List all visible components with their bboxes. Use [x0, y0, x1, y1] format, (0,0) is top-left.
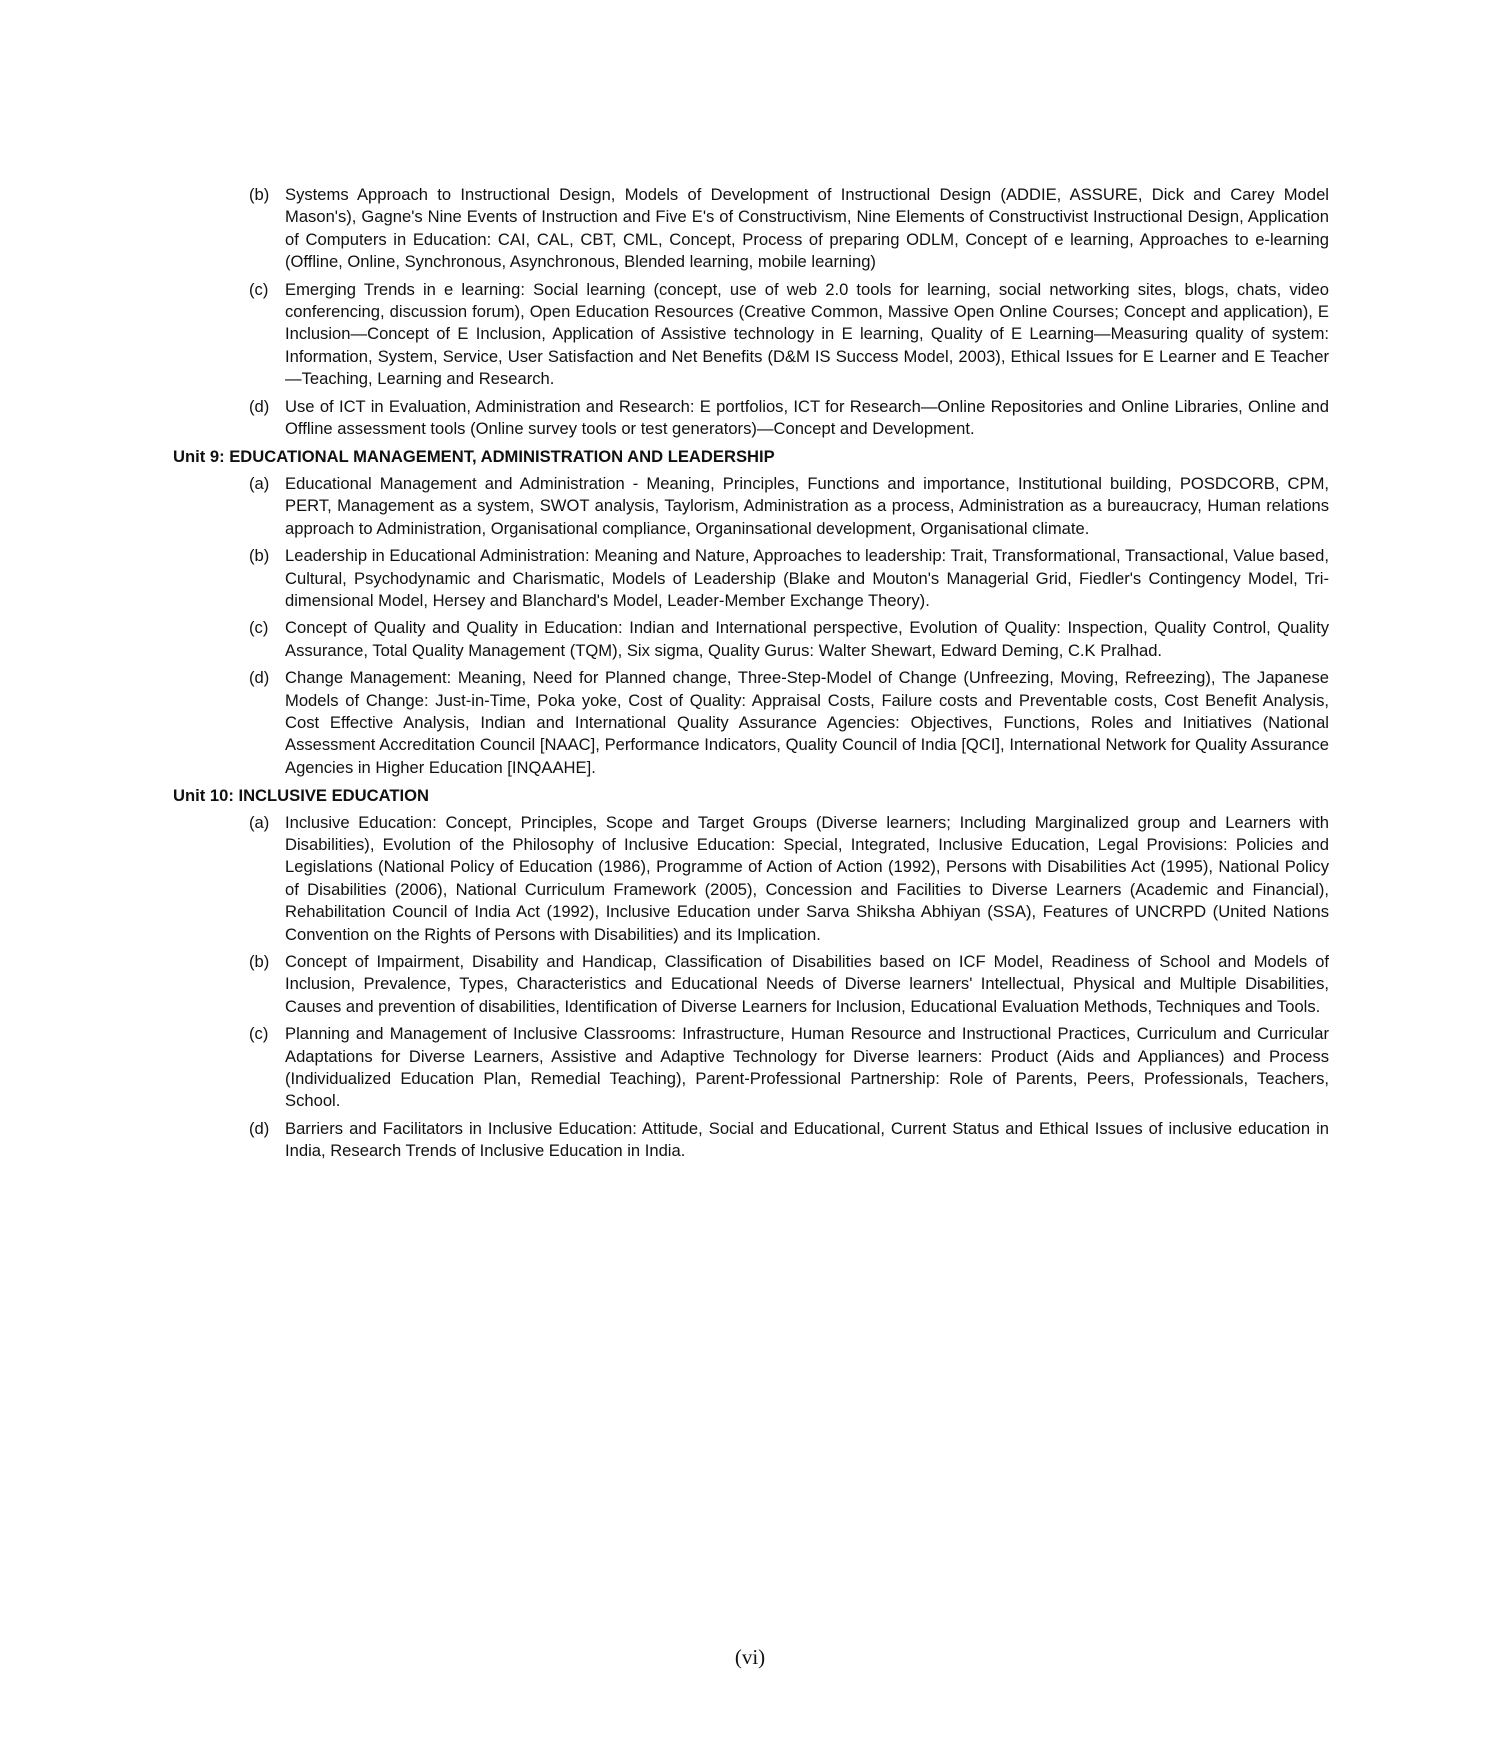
item-text: Leadership in Educational Administration: Meaning and Nature, Approaches to leadership: Trait, Transformational, Transactional, Value based, Cultural, Psychodynamic and Charismatic, Models of Leadership (Blake and Mouton's Managerial Grid, Fiedler's Contingency Model, Tri-dimensional Model, Hersey and Blanchard's Model, Leader-Member Exchange Theory).	[285, 546, 1329, 610]
item-label: (c)	[249, 618, 269, 638]
item-label: (b)	[249, 185, 270, 204]
item-text: Educational Management and Administration - Meaning, Principles, Functions and importance, Institutional building, POSDCORB, CPM, PERT, Management as a system, SWOT analysis, Taylorism, Administration as a process, Administration as a bureaucracy, Human relations approach to Administration, Organisational compliance, Organinsational development, Organisational climate.	[285, 473, 1329, 538]
item-label: (b)	[249, 952, 270, 971]
list-item	[249, 951, 1329, 1018]
item-label: (b)	[249, 546, 270, 566]
item-label: (c)	[249, 279, 269, 299]
unit-10-heading: Unit 10: INCLUSIVE EDUCATION	[173, 786, 429, 806]
list-item	[249, 473, 1329, 540]
item-label: (d)	[249, 668, 270, 688]
item-text: Change Management: Meaning, Need for Planned change, Three-Step-Model of Change (Unfreezing, Moving, Refreezing), The Japanese Models of Change: Just-in-Time, Poka yoke, Cost of Quality: Appraisal Costs, Failure costs and Preventable costs, Cost Benefit Analysis, Cost Effective Analysis, Indian and International Quality Assurance Agencies: Objectives, Functions, Roles and Initiatives (National Assessment Accreditation Council [NAAC], Performance Indicators, Quality Council of India [QCI], International Network for Quality Assurance Agencies in Higher Education [INQAAHE].	[285, 668, 1329, 777]
item-text: Concept of Quality and Quality in Education: Indian and International perspective, Evolution of Quality: Inspection, Quality Control, Quality Assurance, Total Quality Management (TQM), Six sigma, Quality Gurus: Walter Shewart, Edward Deming, C.K Pralhad.	[285, 618, 1329, 660]
unit-9-item-list	[249, 473, 1329, 779]
list-item	[249, 396, 1329, 441]
list-item	[249, 812, 1329, 946]
item-label: (a)	[249, 473, 270, 493]
continued-item-list	[249, 184, 1329, 440]
item-text: Use of ICT in Evaluation, Administration and Research: E portfolios, ICT for Research—Online Repositories and Online Libraries, Online and Offline assessment tools (Online survey tools or test generators)—Concept and Development.	[285, 396, 1329, 439]
list-item	[249, 667, 1329, 779]
list-item	[249, 1118, 1329, 1163]
unit-9-heading: Unit 9: EDUCATIONAL MANAGEMENT, ADMINISTRATION AND LEADERSHIP	[173, 447, 775, 467]
item-text: Inclusive Education: Concept, Principles, Scope and Target Groups (Diverse learners; Including Marginalized group and Learners with Disabilities), Evolution of the Philosophy of Inclusive Education: Special, Integrated, Inclusive Education, Legal Provisions: Policies and Legislations (National Policy of Education (1986), Programme of Action of Action (1992), Persons with Disabilities Act (1995), National Policy of Disabilities (2006), National Curriculum Framework (2005), Concession and Facilities to Diverse Learners (Academic and Financial), Rehabilitation Council of India Act (1992), Inclusive Education under Sarva Shiksha Abhiyan (SSA), Features of UNCRPD (United Nations Convention on the Rights of Persons with Disabilities) and its Implication.	[285, 812, 1329, 944]
page-number: (vi)	[734, 1645, 766, 1669]
item-text: Systems Approach to Instructional Design, Models of Development of Instructional Design (ADDIE, ASSURE, Dick and Carey Model Mason's), Gagne's Nine Events of Instruction and Five E's of Constructivism, Nine Elements of Constructivist Instructional Design, Application of Computers in Education: CAI, CAL, CBT, CML, Concept, Process of preparing ODLM, Concept of e learning, Approaches to e-learning (Offline, Online, Synchronous, Asynchronous, Blended learning, mobile learning)	[285, 185, 1329, 272]
list-item	[249, 545, 1329, 612]
page-content	[173, 184, 1329, 1168]
unit-10-item-list	[249, 812, 1329, 1163]
list-item	[249, 1023, 1329, 1113]
item-text: Emerging Trends in e learning: Social learning (concept, use of web 2.0 tools for learning, social networking sites, blogs, chats, video conferencing, discussion forum), Open Education Resources (Creative Common, Massive Open Online Courses; Concept and application), E Inclusion—Concept of E Inclusion, Application of Assistive technology in E learning, Quality of E Learning—Measuring quality of system: Information, System, Service, User Satisfaction and Net Benefits (D&M IS Success Model, 2003), Ethical Issues for E Learner and E Teacher—Teaching, Learning and Research.	[285, 279, 1329, 389]
item-label: (c)	[249, 1024, 269, 1044]
list-item	[249, 617, 1329, 662]
item-text: Planning and Management of Inclusive Classrooms: Infrastructure, Human Resource and Instructional Practices, Curriculum and Curricular Adaptations for Diverse Learners, Assistive and Adaptive Technology for Diverse learners: Product (Aids and Appliances) and Process (Individualized Education Plan, Remedial Teaching), Parent-Professional Partnership: Role of Parents, Peers, Professionals, Teachers, School.	[285, 1024, 1329, 1111]
list-item	[249, 184, 1329, 274]
list-item	[249, 279, 1329, 391]
item-label: (d)	[249, 396, 270, 416]
item-label: (d)	[249, 1118, 270, 1138]
item-text: Concept of Impairment, Disability and Handicap, Classification of Disabilities based on ICF Model, Readiness of School and Models of Inclusion, Prevalence, Types, Characteristics and Educational Needs of Diverse learners' Intellectual, Physical and Multiple Disabilities, Causes and prevention of disabilities, Identification of Diverse Learners for Inclusion, Educational Evaluation Methods, Techniques and Tools.	[285, 952, 1329, 1016]
item-label: (a)	[249, 812, 270, 832]
item-text: Barriers and Facilitators in Inclusive Education: Attitude, Social and Educational, Current Status and Ethical Issues of inclusive education in India, Research Trends of Inclusive Education in India.	[285, 1118, 1329, 1161]
